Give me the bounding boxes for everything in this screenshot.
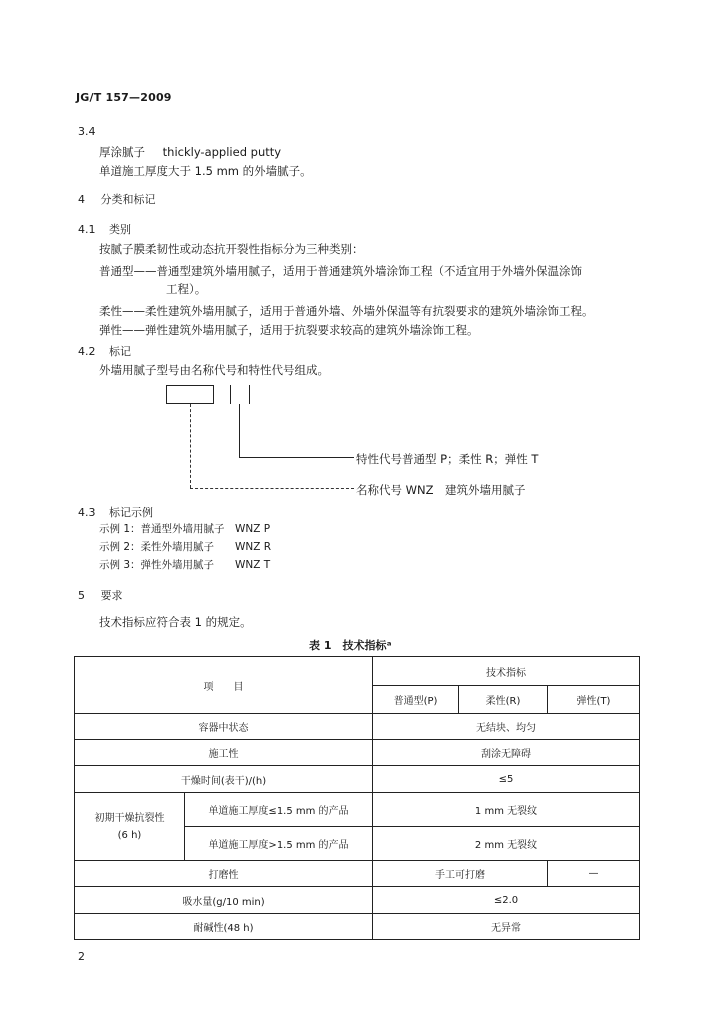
table-row (75, 714, 640, 740)
section-4-3-heading (78, 504, 153, 520)
section-5-number: 5 (78, 589, 85, 602)
row-label-crack-resistance: 初期干燥抗裂性 (6 h) (75, 793, 185, 861)
row-value-drying-time: ≤5 (373, 766, 640, 793)
table-row (75, 861, 640, 887)
category-item-1-line1: 普通型——普通型建筑外墙用腻子，适用于普通建筑外墙涂饰工程（不适宜用于外墙外保温涂饰 (99, 264, 582, 278)
section-3-4-term (99, 144, 281, 160)
term-cn: 厚涂腻子 (99, 145, 145, 159)
section-4-1-number: 4.1 (78, 223, 96, 236)
section-4-3-number: 4.3 (78, 506, 96, 519)
technical-indicators-table (74, 656, 640, 940)
row-value-thick: 2 mm 无裂纹 (373, 827, 640, 861)
table-row (75, 793, 640, 827)
table-row (75, 740, 640, 766)
row-value-sanding: 手工可打磨 (373, 861, 548, 887)
term-en: thickly-applied putty (162, 145, 282, 159)
table-caption: 表 1 技术指标ᵃ (309, 639, 392, 652)
header-type-r: 柔性(R) (459, 686, 548, 714)
table-row (75, 766, 640, 793)
section-4-number: 4 (78, 193, 85, 206)
section-5-intro: 技术指标应符合表 1 的规定。 (99, 615, 252, 629)
marking-example-2: 示例 2：柔性外墙用腻子 WNZ R (99, 541, 272, 553)
category-item-1-line2: 工程）。 (166, 282, 207, 296)
row-value-alkali-resistance: 无异常 (373, 914, 640, 940)
row-value-container-state: 无结块、均匀 (373, 714, 640, 740)
table-row (75, 914, 640, 940)
category-item-3: 弹性——弹性建筑外墙用腻子，适用于抗裂要求较高的建筑外墙涂饰工程。 (99, 323, 479, 337)
row-value-thin: 1 mm 无裂纹 (373, 793, 640, 827)
row-label-water-absorption: 吸水量(g/10 min) (75, 887, 373, 914)
marking-example-1: 示例 1：普通型外墙用腻子 WNZ P (99, 523, 271, 535)
header-type-t: 弹性(T) (548, 686, 640, 714)
section-3-4-number: 3.4 (78, 125, 96, 138)
marking-example-3: 示例 3：弹性外墙用腻子 WNZ T (99, 559, 271, 571)
header-item: 项 目 (75, 657, 373, 714)
section-4-1-intro: 按腻子膜柔韧性或动态抗开裂性指标分为三种类别： (99, 242, 364, 256)
section-4-2-title: 标记 (109, 345, 131, 358)
row-sublabel-thin: 单道施工厚度≤1.5 mm 的产品 (185, 793, 373, 827)
row-value-workability: 刮涂无障碍 (373, 740, 640, 766)
section-4-1-heading (78, 221, 131, 237)
row-label-container-state: 容器中状态 (75, 714, 373, 740)
row-label-drying-time: 干燥时间(表干)/(h) (75, 766, 373, 793)
label-name-code: 名称代号 WNZ 建筑外墙用腻子 (356, 483, 526, 497)
table-row (75, 887, 640, 914)
section-4-2-heading (78, 343, 131, 359)
section-4-2-intro: 外墙用腻子型号由名称代号和特性代号组成。 (99, 363, 329, 377)
row-value-sanding-t: — (548, 861, 640, 887)
page-number: 2 (78, 950, 85, 963)
row-sublabel-thick: 单道施工厚度>1.5 mm 的产品 (185, 827, 373, 861)
section-4-2-number: 4.2 (78, 345, 96, 358)
header-tech-indicator: 技术指标 (373, 657, 640, 686)
section-5-title: 要求 (100, 589, 123, 602)
section-4-heading (78, 191, 156, 207)
category-item-2: 柔性——柔性建筑外墙用腻子，适用于普通外墙、外墙外保温等有抗裂要求的建筑外墙涂饰工程。 (99, 304, 594, 318)
section-3-4-definition: 单道施工厚度大于 1.5 mm 的外墙腻子。 (99, 164, 312, 178)
section-5-heading (78, 587, 123, 603)
row-label-workability: 施工性 (75, 740, 373, 766)
section-4-1-title: 类别 (109, 223, 131, 236)
label-characteristic-code: 特性代号普通型 P；柔性 R；弹性 T (356, 452, 539, 466)
header-type-p: 普通型(P) (373, 686, 459, 714)
row-value-water-absorption: ≤2.0 (373, 887, 640, 914)
table-header-row-1 (75, 657, 640, 686)
standard-code: JG/T 157—2009 (76, 91, 172, 104)
row-label-alkali-resistance: 耐碱性(48 h) (75, 914, 373, 940)
section-4-3-title: 标记示例 (109, 506, 153, 519)
row-label-sanding: 打磨性 (75, 861, 373, 887)
section-4-title: 分类和标记 (100, 193, 156, 206)
